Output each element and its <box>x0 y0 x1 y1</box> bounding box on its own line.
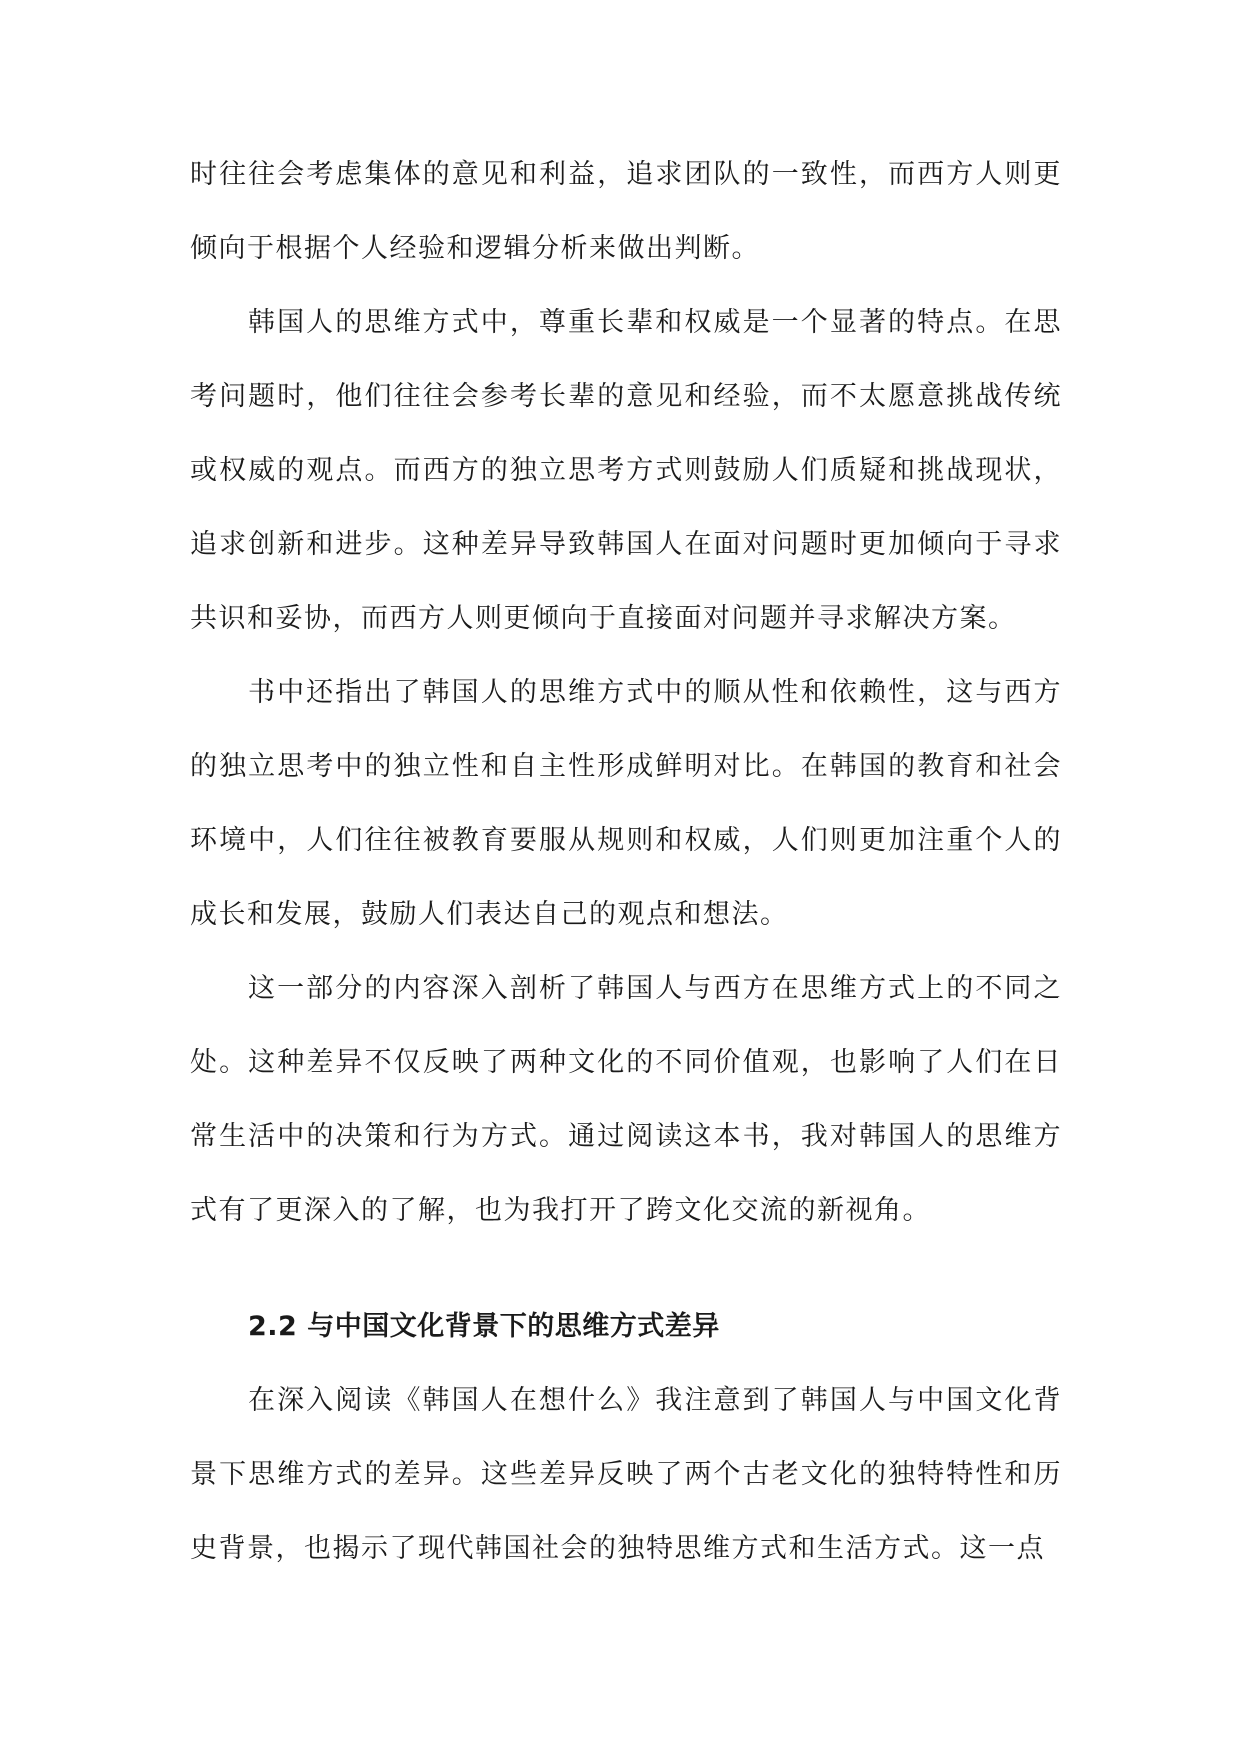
document-page <box>190 138 1062 1586</box>
paragraph-chinese-comparison: 在深入阅读《韩国人在想什么》我注意到了韩国人与中国文化背景下思维方式的差异。这些差异反映了两个古老文化的独特特性和历史背景，也揭示了现代韩国社会的独特思维方式和生活方式。这一点 <box>190 1385 1062 1564</box>
section-heading: 2.2 与中国文化背景下的思维方式差异 <box>248 1311 720 1342</box>
paragraph-summary: 这一部分的内容深入剖析了韩国人与西方在思维方式上的不同之处。这种差异不仅反映了两种文化的不同价值观，也影响了人们在日常生活中的决策和行为方式。通过阅读这本书，我对韩国人的思维方式有了更深入的了解，也为我打开了跨文化交流的新视角。 <box>190 973 1062 1226</box>
paragraph-obedience-dependence: 书中还指出了韩国人的思维方式中的顺从性和依赖性，这与西方的独立思考中的独立性和自主性形成鲜明对比。在韩国的教育和社会环境中，人们往往被教育要服从规则和权威，人们则更加注重个人的成长和发展，鼓励人们表达自己的观点和想法。 <box>190 677 1062 930</box>
paragraph-respect-for-elders: 韩国人的思维方式中，尊重长辈和权威是一个显著的特点。在思考问题时，他们往往会参考长辈的意见和经验，而不太愿意挑战传统或权威的观点。而西方的独立思考方式则鼓励人们质疑和挑战现状，追求创新和进步。这种差异导致韩国人在面对问题时更加倾向于寻求共识和妥协，而西方人则更倾向于直接面对问题并寻求解决方案。 <box>190 307 1062 634</box>
paragraph-continuation: 时往往会考虑集体的意见和利益，追求团队的一致性，而西方人则更倾向于根据个人经验和逻辑分析来做出判断。 <box>190 159 1062 264</box>
